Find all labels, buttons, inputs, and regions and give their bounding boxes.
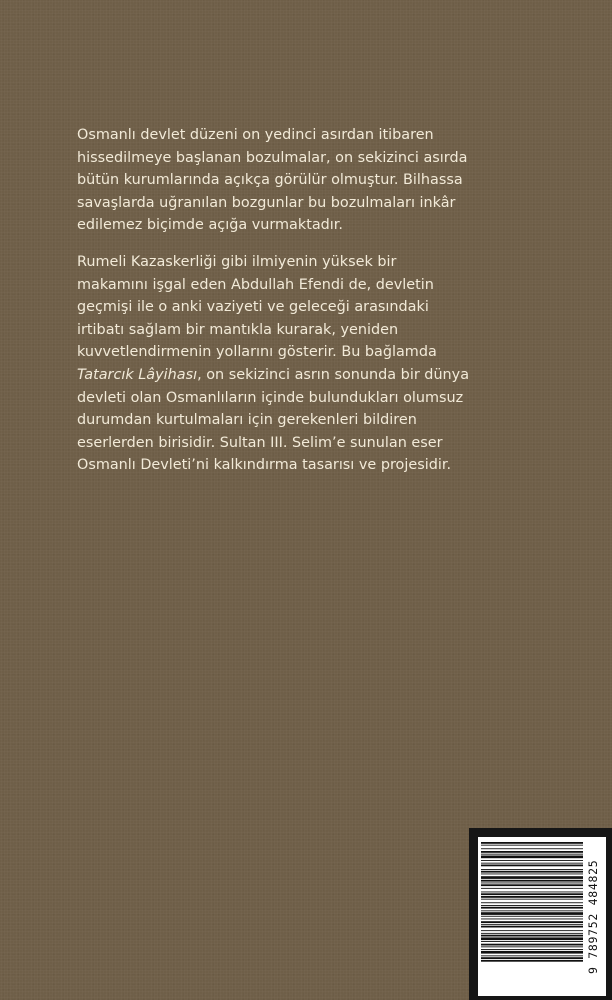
- barcode-bar: [481, 896, 583, 898]
- barcode-bar: [481, 951, 583, 954]
- barcode-bar: [481, 876, 583, 879]
- barcode-bar: [481, 907, 583, 909]
- isbn-digits: 9 789752 484825: [586, 859, 600, 974]
- barcode-bar: [481, 874, 583, 875]
- barcode-bar: [481, 919, 583, 920]
- barcode-bar: [481, 905, 583, 906]
- barcode-bar: [481, 899, 583, 900]
- barcode-bar: [481, 869, 583, 870]
- barcode-bar: [481, 949, 583, 950]
- barcode-bar: [481, 880, 583, 882]
- barcode-bar: [481, 946, 583, 947]
- blurb-text: [77, 124, 547, 491]
- barcode-bar: [481, 902, 583, 903]
- barcode-bar: [481, 845, 583, 846]
- barcode-bar: [481, 957, 583, 959]
- barcode-bar: [481, 933, 583, 934]
- barcode-bar: [481, 916, 583, 917]
- barcode-panel: [469, 828, 612, 1000]
- book-title-italic: Tatarcık Lâyihası: [77, 366, 198, 383]
- barcode-bar: [481, 937, 583, 940]
- barcode-bar: [481, 856, 583, 859]
- barcode-box: [478, 837, 606, 996]
- barcode-bar: [481, 910, 583, 911]
- blurb-paragraph-2-end: , on sekizinci asrın sonunda bir dünya devleti olan Osmanlıların içinde bulundukları olumsuz durumdan kurtulmaları için gerekenleri bildiren eserlerden birisidir. Sultan III. Selim’e sunulan eser Osmanlı Devleti’ni kalkındırma tasarısı ve projesidir.: [77, 366, 470, 474]
- barcode-bar: [481, 888, 583, 889]
- barcode-bar: [481, 893, 583, 895]
- blurb-paragraph-1: Osmanlı devlet düzeni on yedinci asırdan itibaren hissedilmeye başlanan bozulmalar, on sekizinci asırda bütün kurumlarında açıkça görülür olmuştur. Bilhassa savaşlarda uğranılan bozgunlar bu bozulmaları inkâr edilemez biçimde açığa vurmaktadır.: [77, 127, 468, 234]
- barcode-bar: [481, 884, 583, 886]
- barcode-bar: [481, 955, 583, 956]
- barcode-bar: [481, 924, 583, 925]
- barcode-bar: [481, 883, 583, 884]
- barcode-bar: [481, 926, 583, 928]
- barcode-bar: [481, 935, 583, 937]
- barcode-bar: [481, 854, 583, 855]
- barcode-bar: [481, 930, 583, 931]
- blurb-paragraph-2-start: Rumeli Kazaskerliği gibi ilmiyenin yüksek bir makamını işgal eden Abdullah Efendi de, devletin geçmişi ile o anki vaziyeti ve geleceği arasındaki irtibatı sağlam bir mantıkla kurarak, yeniden kuvvetlendirmenin yollarını gösterir. Bu bağlamda: [77, 253, 437, 361]
- barcode-bar: [481, 842, 583, 844]
- barcode-bar: [481, 871, 583, 873]
- barcode-bar: [481, 921, 583, 923]
- barcode-bar: [481, 941, 583, 942]
- barcode-bar: [481, 848, 583, 849]
- barcode-bar: [481, 912, 583, 915]
- barcode-bar: [481, 863, 583, 864]
- barcode-bar: [481, 960, 583, 962]
- barcode-bar: [481, 860, 583, 861]
- barcode-bar: [481, 851, 583, 853]
- barcode-bar: [481, 944, 583, 946]
- barcode-bars: [481, 840, 583, 993]
- blurb-paragraph-2: [77, 251, 547, 477]
- barcode-bar: [481, 892, 583, 893]
- barcode-bar: [481, 865, 583, 867]
